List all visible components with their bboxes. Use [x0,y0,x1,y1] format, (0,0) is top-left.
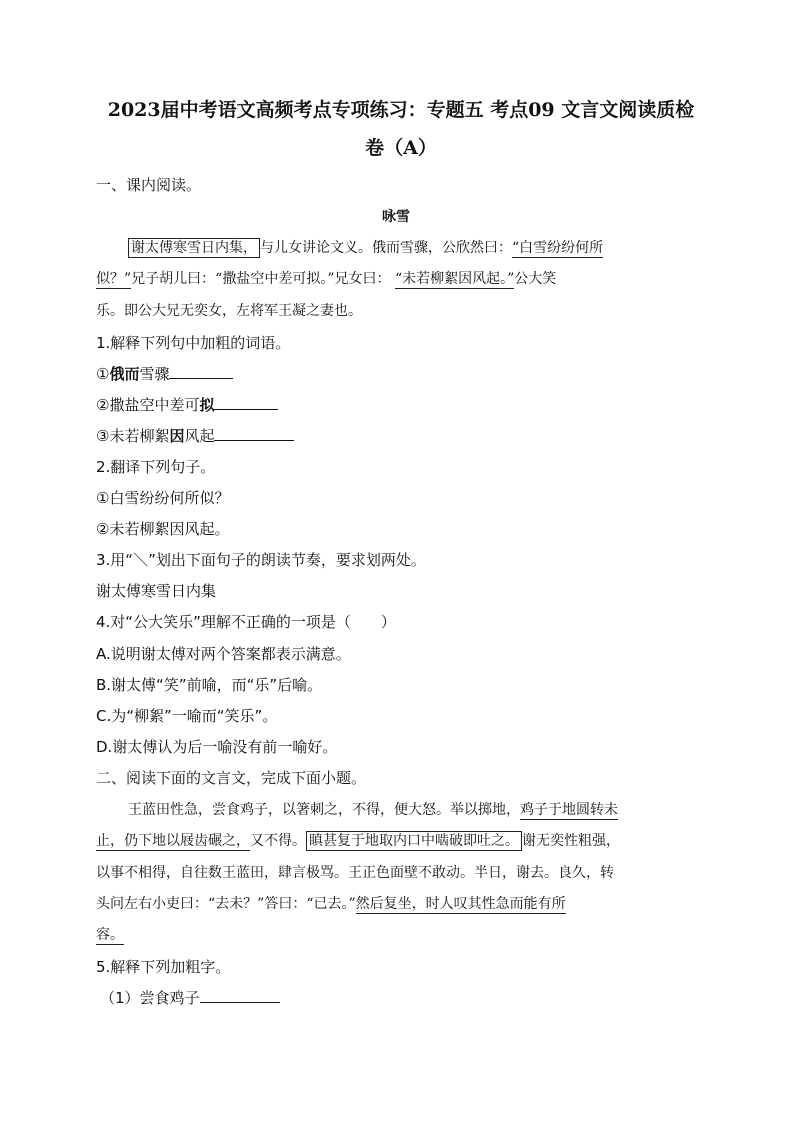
question-2-stem: 2.翻译下列句子。 [96,458,216,476]
passage-text: 兄子胡儿曰：“撒盐空中差可拟。”兄女曰： [131,271,391,287]
answer-blank[interactable] [169,364,233,379]
question-1-item-3 [96,425,294,447]
item-text: ②撒盐空中差可 [96,396,200,414]
question-1-stem: 1.解释下列句中加粗的词语。 [96,334,291,352]
question-4-option-c[interactable]: C.为“柳絮”一喻而“笑乐”。 [96,707,278,725]
underlined-sentence: 鸡子于地圆转未 [520,802,618,818]
underlined-sentence: “未若柳絮因风起。” [394,271,515,287]
document-title-line-1: 2023届中考语文高频考点专项练习：专题五 考点09 文言文阅读质检 [107,99,695,121]
boxed-sentence: 瞋甚复于地取内口中啮破即吐之。 [306,831,522,851]
section-heading-2: 二、阅读下面的文言文，完成下面小题。 [96,769,367,787]
document-title-line-2: 卷（A） [365,137,437,159]
item-text: 风起 [184,427,215,445]
question-3-sentence: 谢太傅寒雪日内集 [96,582,217,600]
passage-title: 咏雪 [382,209,410,225]
passage-text: 王蓝田性急，尝食鸡子，以箸刺之，不得，便大怒。举以掷地， [128,802,520,818]
underlined-sentence: 容。 [96,927,124,943]
passage2-line-5 [96,924,696,946]
answer-blank[interactable] [214,426,294,441]
underlined-sentence: “白雪纷纷何所 [512,240,604,256]
question-4-option-d[interactable]: D.谢太傅认为后一喻没有前一喻好。 [96,738,338,756]
item-text: ③未若柳絮 [96,427,170,445]
item-text: （1）尝食鸡子 [100,989,200,1007]
question-5-item-1 [100,987,280,1009]
underlined-sentence: 然后复坐，时人叹其性急而能有所 [355,896,566,912]
passage-text: 与儿女讲论文义。俄而雪骤，公欣然曰： [260,240,512,256]
question-4-stem: 4.对“公大笑乐”理解不正确的一项是（ ） [96,613,396,631]
underlined-sentence: 似？” [96,271,132,287]
passage2-line-2 [96,830,696,852]
question-2-item-1: ①白雪纷纷何所似？ [96,489,230,507]
passage2-line-4 [96,893,696,915]
question-2-item-2: ②未若柳絮因风起。 [96,520,230,538]
question-1-item-1 [96,363,233,385]
bold-word: 俄而 [109,365,140,383]
passage-line-2 [96,268,696,290]
question-4-option-a[interactable]: A.说明谢太傅对两个答案都表示满意。 [96,645,351,663]
passage2-line-3: 以事不相得，自往数王蓝田，肆言极骂。王正色面壁不敢动。半日，谢去。良久，转 [96,865,614,881]
passage-line-1 [128,237,728,259]
underlined-sentence: 止，仍下地以屐齿碾之， [96,833,250,849]
answer-blank[interactable] [214,395,278,410]
question-1-item-2 [96,394,278,416]
section-heading-1: 一、课内阅读。 [96,176,202,194]
passage-text: 谢无奕性粗强， [522,833,620,849]
passage2-line-1 [128,799,728,821]
boxed-sentence: 谢太傅寒雪日内集， [128,238,260,258]
answer-blank[interactable] [200,988,280,1003]
passage-line-3: 乐。即公大兄无奕女，左将军王凝之妻也。 [96,303,362,319]
question-5-stem: 5.解释下列加粗字。 [96,958,231,976]
passage-text: 公大笑 [514,271,557,287]
question-4-option-b[interactable]: B.谢太傅“笑”前喻，而“乐”后喻。 [96,676,323,694]
item-text: ① [96,365,110,383]
passage-text: 又不得。 [250,833,306,849]
item-text: 雪骤 [139,365,170,383]
question-3-stem: 3.用“＼”划出下面句子的朗读节奏，要求划两处。 [96,551,426,569]
bold-word: 因 [169,427,185,445]
passage-text: 头问左右小吏曰：“去未？”答曰：“已去。” [96,896,356,912]
bold-word: 拟 [199,396,215,414]
